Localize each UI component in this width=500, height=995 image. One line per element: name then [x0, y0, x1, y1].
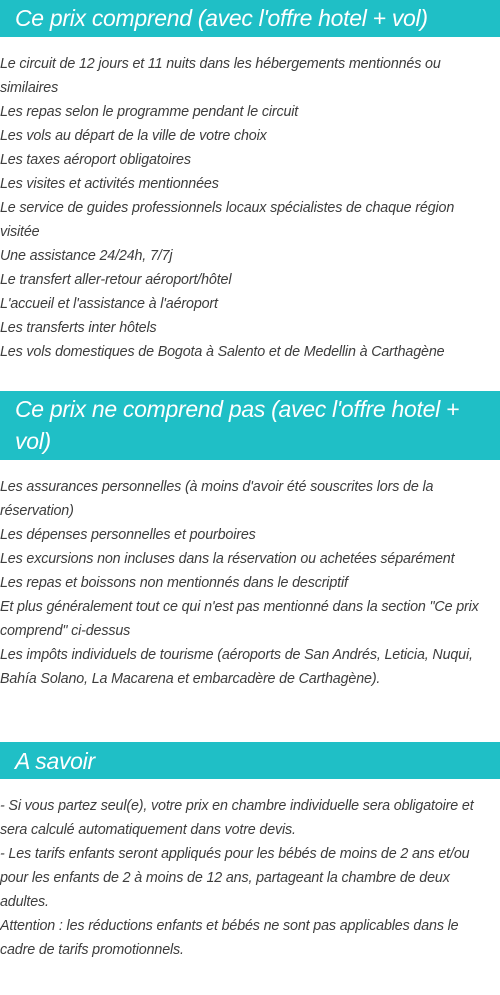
list-item: Une assistance 24/24h, 7/7j	[0, 248, 173, 264]
list-item: - Si vous partez seul(e), votre prix en chambre individuelle sera obligatoire et sera calculé automatiquement dans votre devis.	[0, 798, 474, 838]
list-item: Les impôts individuels de tourisme (aéroports de San Andrés, Leticia, Nuqui, Bahía Solano, La Macarena et embarcadère de Carthagène).	[0, 647, 473, 687]
list-item: Les assurances personnelles (à moins d'avoir été souscrites lors de la réservation)	[0, 479, 434, 519]
list-item: Attention : les réductions enfants et bébés ne sont pas applicables dans le cadre de tarifs promotionnels.	[0, 918, 459, 958]
section-good-to-know	[0, 742, 500, 962]
list-item: Le circuit de 12 jours et 11 nuits dans les hébergements mentionnés ou similaires	[0, 56, 441, 96]
list-item: Les dépenses personnelles et pourboires	[0, 527, 256, 543]
good-to-know-list	[0, 794, 500, 962]
excluded-list	[0, 475, 500, 691]
list-item: Les taxes aéroport obligatoires	[0, 152, 191, 168]
section-title-good-to-know: A savoir	[0, 742, 500, 779]
list-item: Et plus généralement tout ce qui n'est pas mentionné dans la section "Ce prix comprend" ci-dessus	[0, 599, 479, 639]
section-title-included: Ce prix comprend (avec l'offre hotel + vol)	[0, 0, 500, 37]
section-excluded	[0, 391, 500, 691]
list-item: - Les tarifs enfants seront appliqués pour les bébés de moins de 2 ans et/ou pour les enfants de 2 à moins de 12 ans, partageant la chambre de deux adultes.	[0, 846, 470, 910]
section-title-excluded: Ce prix ne comprend pas (avec l'offre hotel + vol)	[0, 391, 500, 460]
list-item: Les visites et activités mentionnées	[0, 176, 219, 192]
section-included	[0, 0, 500, 364]
list-item: Les vols au départ de la ville de votre choix	[0, 128, 267, 144]
list-item: Les repas selon le programme pendant le circuit	[0, 104, 299, 120]
list-item: Les transferts inter hôtels	[0, 320, 157, 336]
list-item: Les vols domestiques de Bogota à Salento et de Medellin à Carthagène	[0, 344, 445, 360]
list-item: L'accueil et l'assistance à l'aéroport	[0, 296, 218, 312]
list-item: Les repas et boissons non mentionnés dans le descriptif	[0, 575, 348, 591]
list-item: Le transfert aller-retour aéroport/hôtel	[0, 272, 232, 288]
list-item: Le service de guides professionnels locaux spécialistes de chaque région visitée	[0, 200, 455, 240]
list-item: Les excursions non incluses dans la réservation ou achetées séparément	[0, 551, 455, 567]
included-list	[0, 52, 500, 364]
